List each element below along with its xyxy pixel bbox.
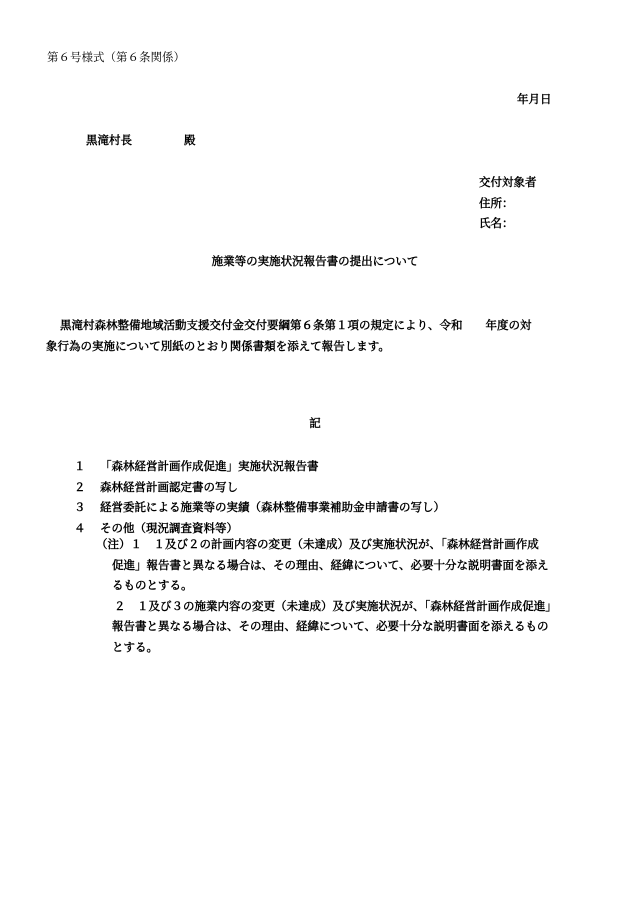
item-number: ４ (74, 520, 86, 535)
notes-block (96, 534, 590, 657)
item-text: 経営委託による施業等の実績（森林整備事業補助金申請書の写し） (100, 500, 445, 514)
date-line: 年月日 (517, 92, 552, 106)
note-2-line-2: 報告書と異なる場合は、その理由、経緯について、必要十分な説明書面を添えるもの (112, 619, 549, 633)
ki-heading: 記 (309, 416, 321, 430)
form-number: 第６号様式（第６条関係） (47, 50, 185, 64)
applicant-address-label: 住所： (479, 195, 514, 210)
item-text: その他（現況調査資料等） (100, 520, 238, 535)
applicant-block (479, 172, 537, 234)
body-line-1: 黒滝村森林整備地域活動支援交付金交付要綱第６条第１項の規定により、令和 年度の対 (60, 318, 532, 332)
document-title: 施業等の実施状況報告書の提出について (211, 254, 419, 268)
addressee-name: 黒滝村長 (86, 133, 132, 147)
note-1-line-3: るものとする。 (112, 578, 193, 592)
list-item (74, 477, 594, 498)
note-2-line-3: とする。 (112, 639, 158, 654)
addressee-honorific: 殿 (184, 133, 196, 147)
body-paragraph (46, 315, 590, 356)
item-number: １ (74, 459, 86, 473)
note-2-line-1: ２ １及び３の施業内容の変更（未達成）及び実施状況が、「森林経営計画作成促進」 (114, 598, 557, 613)
list-item (74, 497, 594, 518)
note-1-line-1: （注）１ １及び２の計画内容の変更（未達成）及び実施状況が、「森林経営計画作成 (96, 537, 539, 551)
item-number: ２ (74, 479, 86, 494)
applicant-role: 交付対象者 (479, 175, 537, 189)
body-line-2: 象行為の実施について別紙のとおり関係書類を添えて報告します。 (46, 338, 390, 353)
item-number: ３ (74, 500, 86, 514)
item-text: 「森林経営計画作成促進」実施状況報告書 (100, 459, 319, 473)
applicant-name-label: 氏名： (479, 216, 514, 230)
list-item (74, 456, 594, 477)
attachment-list (74, 456, 594, 538)
note-1-line-2: 促進」報告書と異なる場合は、その理由、経緯について、必要十分な説明書面を添え (112, 557, 549, 572)
item-text: 森林経営計画認定書の写し (100, 479, 238, 494)
